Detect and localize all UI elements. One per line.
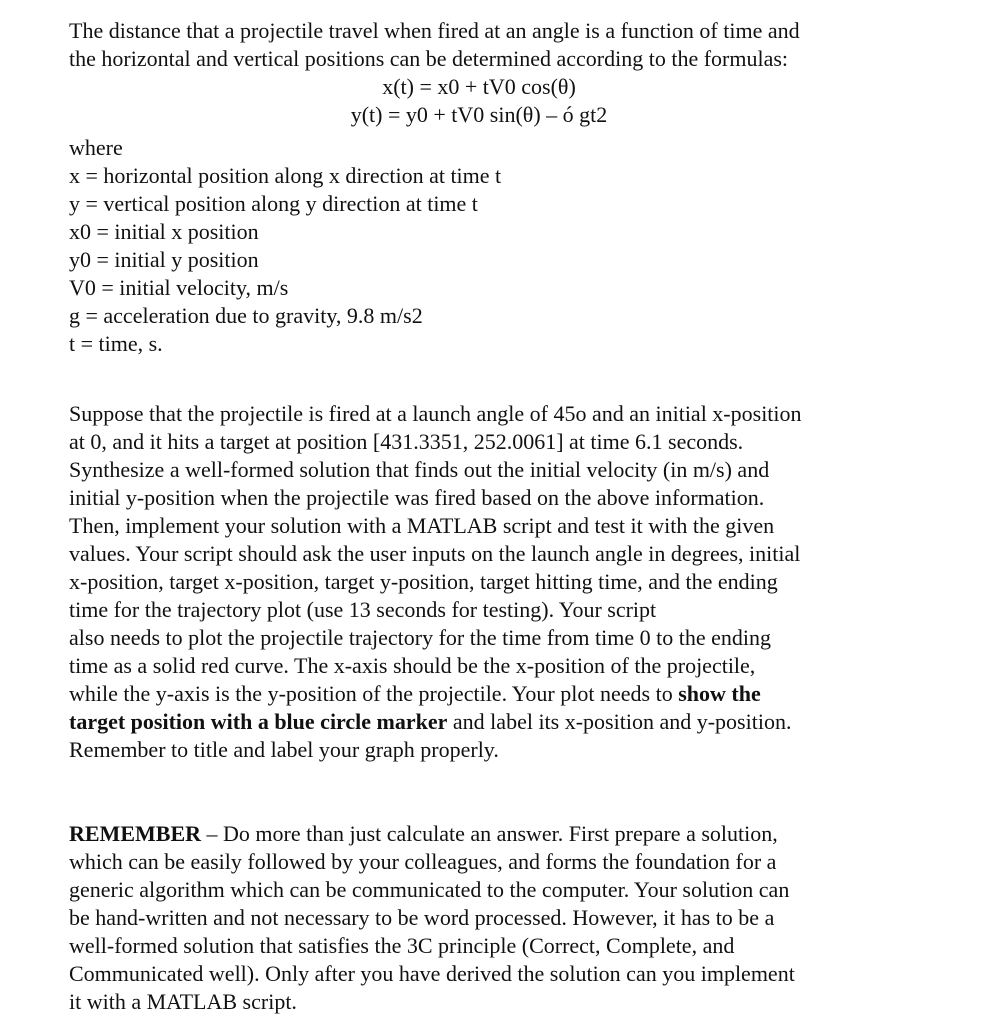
problem-line: time as a solid red curve. The x-axis should be the x-position of the projectile, [69, 653, 756, 678]
remember-line: – Do more than just calculate an answer. First prepare a solution, [201, 821, 778, 846]
bold-show-the: show the [678, 681, 761, 706]
problem-line: time for the trajectory plot (use 13 seconds for testing). Your script [69, 597, 657, 622]
problem-line-with-bold [69, 680, 949, 708]
remember-line: Communicated well). Only after you have derived the solution can you implement [69, 961, 795, 986]
remember-line: generic algorithm which can be communicated to the computer. Your solution can [69, 877, 790, 902]
definition-item: g = acceleration due to gravity, 9.8 m/s2 [69, 303, 423, 328]
definitions-block [69, 134, 949, 358]
definition-item: x0 = initial x position [69, 219, 259, 244]
problem-line: also needs to plot the projectile trajectory for the time from time 0 to the ending [69, 625, 771, 650]
problem-line-text: while the y-axis is the y-position of the projectile. Your plot needs to [69, 681, 679, 706]
problem-line: values. Your script should ask the user inputs on the launch angle in degrees, initial [69, 541, 801, 566]
definition-item: t = time, s. [69, 331, 163, 356]
problem-line-with-bold-2 [69, 708, 949, 736]
problem-line: initial y-position when the projectile was fired based on the above information. [69, 485, 765, 510]
intro-paragraph [69, 17, 949, 73]
problem-line: at 0, and it hits a target at position [431.3351, 252.0061] at time 6.1 seconds. [69, 429, 744, 454]
definition-item: x = horizontal position along x direction at time t [69, 163, 502, 188]
spacer [69, 358, 949, 400]
intro-line-2: the horizontal and vertical positions can be determined according to the formulas: [69, 46, 789, 71]
where-label: where [69, 135, 123, 160]
remember-line: it with a MATLAB script. [69, 989, 297, 1014]
x-formula: x(t) = x0 + tV0 cos(θ) [382, 74, 576, 99]
spacer [69, 764, 949, 820]
intro-line-1: The distance that a projectile travel when fired at an angle is a function of time and [69, 18, 800, 43]
y-formula: y(t) = y0 + tV0 sin(θ) – ó gt2 [350, 102, 608, 127]
problem-line: Synthesize a well-formed solution that finds out the initial velocity (in m/s) and [69, 457, 770, 482]
problem-paragraph [69, 400, 949, 764]
definition-item: y = vertical position along y direction at time t [69, 191, 478, 216]
problem-line: Suppose that the projectile is fired at a launch angle of 45o and an initial x-position [69, 401, 802, 426]
problem-after-bold: and label its x-position and y-position. [447, 709, 792, 734]
definition-item: V0 = initial velocity, m/s [69, 275, 289, 300]
bold-target-marker: target position with a blue circle marker [69, 709, 448, 734]
problem-line: x-position, target x-position, target y-position, target hitting time, and the ending [69, 569, 778, 594]
definition-item: y0 = initial y position [69, 247, 259, 272]
formulas-block [69, 73, 889, 129]
problem-last-line: Remember to title and label your graph properly. [69, 737, 499, 762]
remember-line: which can be easily followed by your colleagues, and forms the foundation for a [69, 849, 777, 874]
document-page [69, 17, 949, 1016]
problem-line: Then, implement your solution with a MATLAB script and test it with the given [69, 513, 775, 538]
remember-label: REMEMBER [69, 821, 201, 846]
remember-first-line [69, 820, 949, 848]
remember-paragraph [69, 820, 949, 1016]
remember-line: be hand-written and not necessary to be word processed. However, it has to be a [69, 905, 775, 930]
remember-line: well-formed solution that satisfies the 3C principle (Correct, Complete, and [69, 933, 735, 958]
